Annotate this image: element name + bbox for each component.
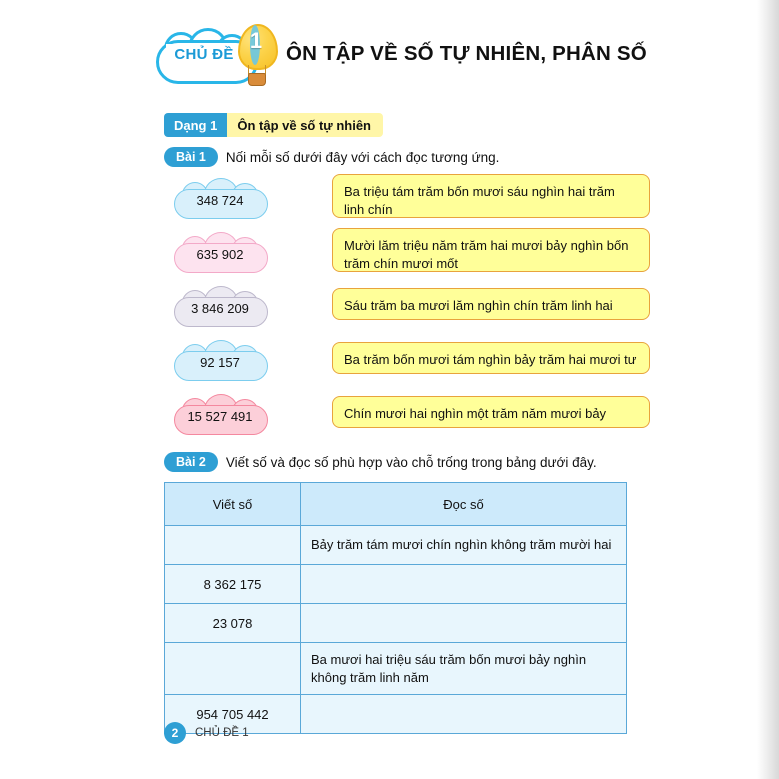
exercise-2-tag: Bài 2 [164,452,218,472]
page-edge-right [757,0,779,779]
exercise-2-prompt: Viết số và đọc số phù hợp vào chỗ trống trong bảng dưới đây. [225,454,597,470]
exercise-1-prompt: Nối mỗi số dưới đây với cách đọc tương ứng. [225,149,500,165]
number-table-wrapper [164,482,626,734]
cell-doc-so[interactable] [301,565,627,604]
page-footer [164,722,249,744]
table-row [165,526,627,565]
column-header-doc-so: Đọc số [301,483,627,526]
cell-viet-so[interactable]: 8 362 175 [165,565,301,604]
column-header-viet-so: Viết số [165,483,301,526]
number-cloud[interactable] [174,342,266,382]
cell-viet-so[interactable] [165,526,301,565]
cell-viet-so[interactable]: 954 705 442 [165,695,301,734]
reading-card[interactable]: Chín mươi hai nghìn một trăm năm mươi bảy [332,396,650,428]
balloon-basket [248,73,266,86]
cell-viet-so[interactable]: 23 078 [165,604,301,643]
dang-header [164,113,383,137]
topic-number: 1 [249,28,263,53]
number-value: 635 902 [196,247,244,262]
reading-card[interactable]: Sáu trăm ba mươi lăm nghìn chín trăm linh hai [332,288,650,320]
matching-exercise [164,174,650,434]
page-number: 2 [164,722,186,744]
exercise-2-header [164,452,597,472]
page-edge-left [0,0,10,779]
cell-doc-so[interactable] [301,695,627,734]
table-header-row [165,483,627,526]
chu-de-label: CHỦ ĐỀ [174,46,234,63]
number-value: 92 157 [200,355,240,370]
page-title: ÔN TẬP VỀ SỐ TỰ NHIÊN, PHÂN SỐ [286,42,647,65]
footer-label: CHỦ ĐỀ 1 [195,727,249,739]
number-cloud[interactable] [174,234,266,274]
number-value: 348 724 [196,193,244,208]
reading-card[interactable]: Ba triệu tám trăm bốn mươi sáu nghìn hai trăm linh chín [332,174,650,218]
cell-doc-so[interactable] [301,604,627,643]
cell-doc-so[interactable]: Ba mươi hai triệu sáu trăm bốn mươi bảy nghìn không trăm linh năm [301,643,627,695]
number-cloud[interactable] [174,180,266,220]
number-table [164,482,627,734]
cell-viet-so[interactable] [165,643,301,695]
page-header [150,22,670,88]
table-row [165,643,627,695]
reading-card[interactable]: Mười lăm triệu năm trăm hai mươi bảy nghìn bốn trăm chín mươi mốt [332,228,650,272]
exercise-1-header [164,147,499,167]
number-cloud[interactable] [174,288,266,328]
number-value: 15 527 491 [187,409,253,424]
number-cloud[interactable] [174,396,266,436]
table-row [165,565,627,604]
dang-label: Ôn tập về số tự nhiên [227,113,383,137]
cell-doc-so[interactable]: Bảy trăm tám mươi chín nghìn không trăm mười hai [301,526,627,565]
exercise-1-tag: Bài 1 [164,147,218,167]
reading-card[interactable]: Ba trăm bốn mươi tám nghìn bảy trăm hai mươi tư [332,342,650,374]
dang-tag: Dạng 1 [164,113,227,137]
table-row [165,604,627,643]
number-value: 3 846 209 [191,301,249,316]
